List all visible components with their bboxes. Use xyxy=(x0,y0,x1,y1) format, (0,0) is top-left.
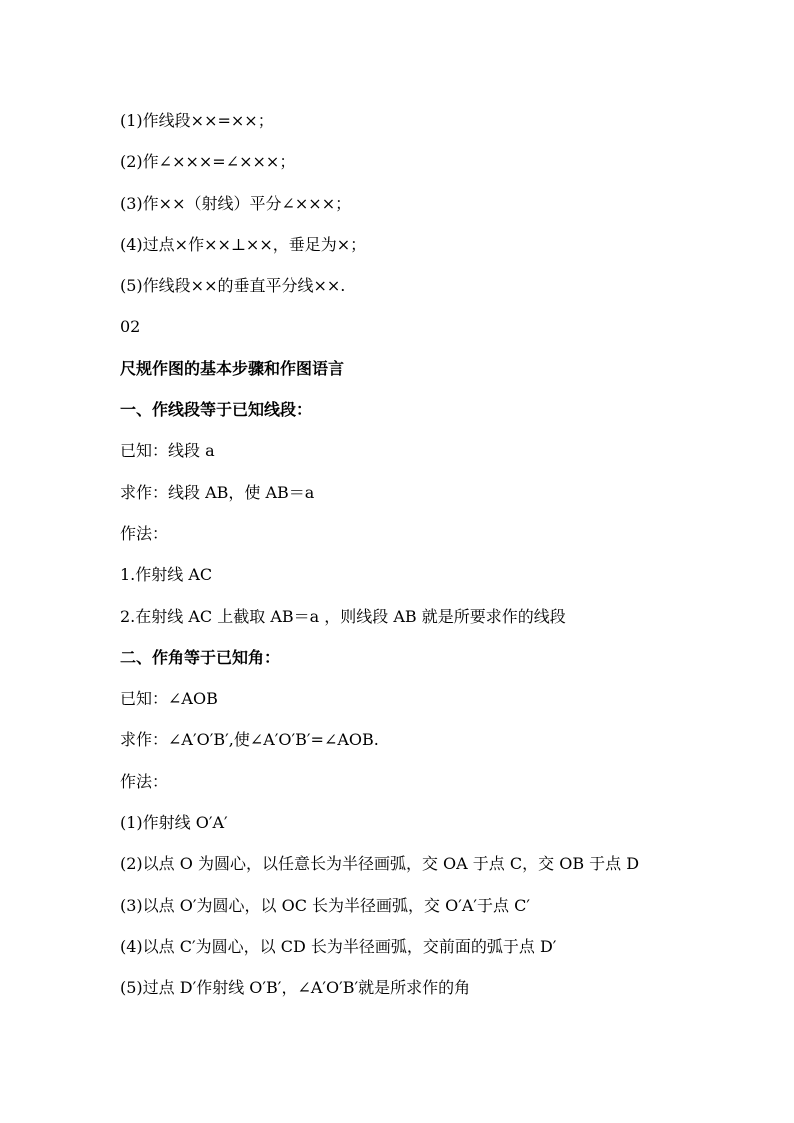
text-line: (4)以点 C′为圆心，以 CD 长为半径画弧，交前面的弧于点 D′ xyxy=(120,936,557,956)
text-line: (1)作射线 O′A′ xyxy=(120,813,228,833)
text-line: (3)作××（射线）平分∠×××； xyxy=(120,193,352,213)
text-line: 求作：∠A′O′B′,使∠A′O′B′=∠AOB. xyxy=(120,730,379,750)
text-line: 已知：线段 a xyxy=(120,441,215,461)
text-line: 已知：∠AOB xyxy=(120,689,218,709)
section-heading: 尺规作图的基本步骤和作图语言 xyxy=(120,358,345,378)
document-page xyxy=(120,100,720,1009)
text-line: 作法： xyxy=(120,771,169,791)
text-line: (3)以点 O′为圆心，以 OC 长为半径画弧，交 O′A′于点 C′ xyxy=(120,895,531,915)
text-line: 02 xyxy=(120,317,141,337)
text-line: 1.作射线 AC xyxy=(120,565,213,585)
text-line: (2)以点 O 为圆心，以任意长为半径画弧，交 OA 于点 C，交 OB 于点 D xyxy=(120,854,640,874)
text-line: (5)过点 D′作射线 O′B′，∠A′O′B′就是所求作的角 xyxy=(120,978,471,998)
text-line: 2.在射线 AC 上截取 AB＝a ，则线段 AB 就是所要求作的线段 xyxy=(120,606,566,626)
text-line: (4)过点×作××⊥××，垂足为×； xyxy=(120,234,367,254)
text-line: 作法： xyxy=(120,523,169,543)
text-line: 求作：线段 AB，使 AB＝a xyxy=(120,482,315,502)
section-heading: 二、作角等于已知角： xyxy=(120,647,281,667)
text-line: (1)作线段××=××； xyxy=(120,111,274,130)
section-heading: 一、作线段等于已知线段： xyxy=(120,400,313,420)
text-line: (5)作线段××的垂直平分线××. xyxy=(120,276,346,296)
text-line: (2)作∠×××=∠×××； xyxy=(120,152,296,172)
